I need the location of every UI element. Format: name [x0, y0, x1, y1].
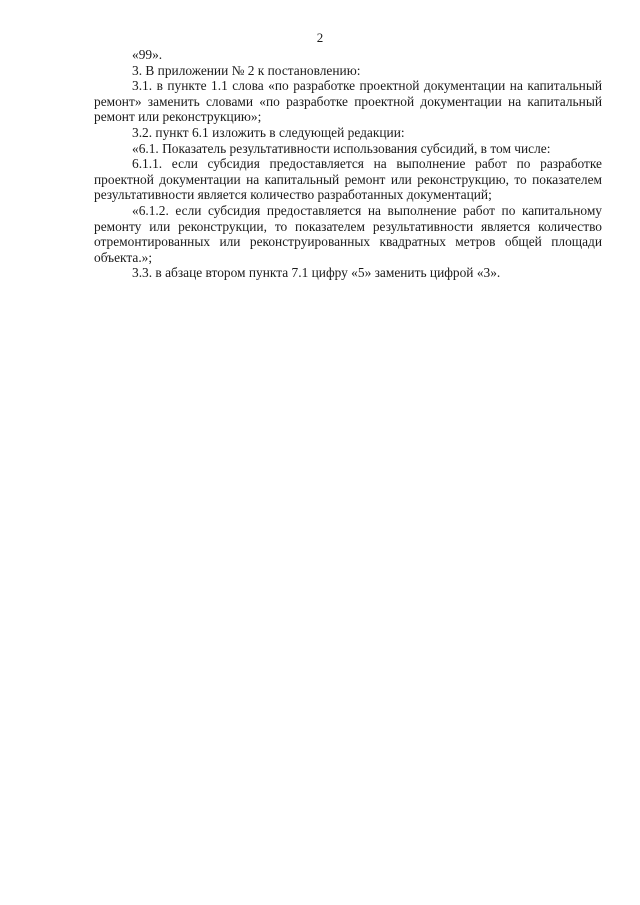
paragraph-closing-quote: «99».	[132, 47, 163, 62]
paragraph-section-3-1: 3.1. в пункте 1.1 слова «по разработке проектной документации на капитальный ремонт» заменить словами «по разработке проектной документации на капитальный ремонт или реконструкцию»;	[94, 78, 602, 125]
paragraph-section-3: 3. В приложении № 2 к постановлению:	[132, 62, 361, 78]
paragraph-item-6-1-1: 6.1.1. если субсидия предоставляется на выполнение работ по разработке проектной документации на капитальный ремонт или реконструкцию, то показателем результативности является количество разработанных документаций;	[94, 156, 602, 203]
paragraph-section-3-3: 3.3. в абзаце втором пункта 7.1 цифру «5» заменить цифрой «3».	[132, 265, 501, 281]
paragraph-section-3-2: 3.2. пункт 6.1 изложить в следующей редакции:	[132, 124, 405, 140]
document-body	[94, 47, 602, 281]
page-number: 2	[316, 30, 324, 45]
paragraph-item-6-1-2: «6.1.2. если субсидия предоставляется на выполнение работ по капитальному ремонту или реконструкции, то показателем результативности является количество отремонтированных или реконструированных квадратных метров общей площади объекта.»;	[94, 202, 602, 265]
paragraph-item-6-1: «6.1. Показатель результативности использования субсидий, в том числе:	[132, 140, 551, 156]
